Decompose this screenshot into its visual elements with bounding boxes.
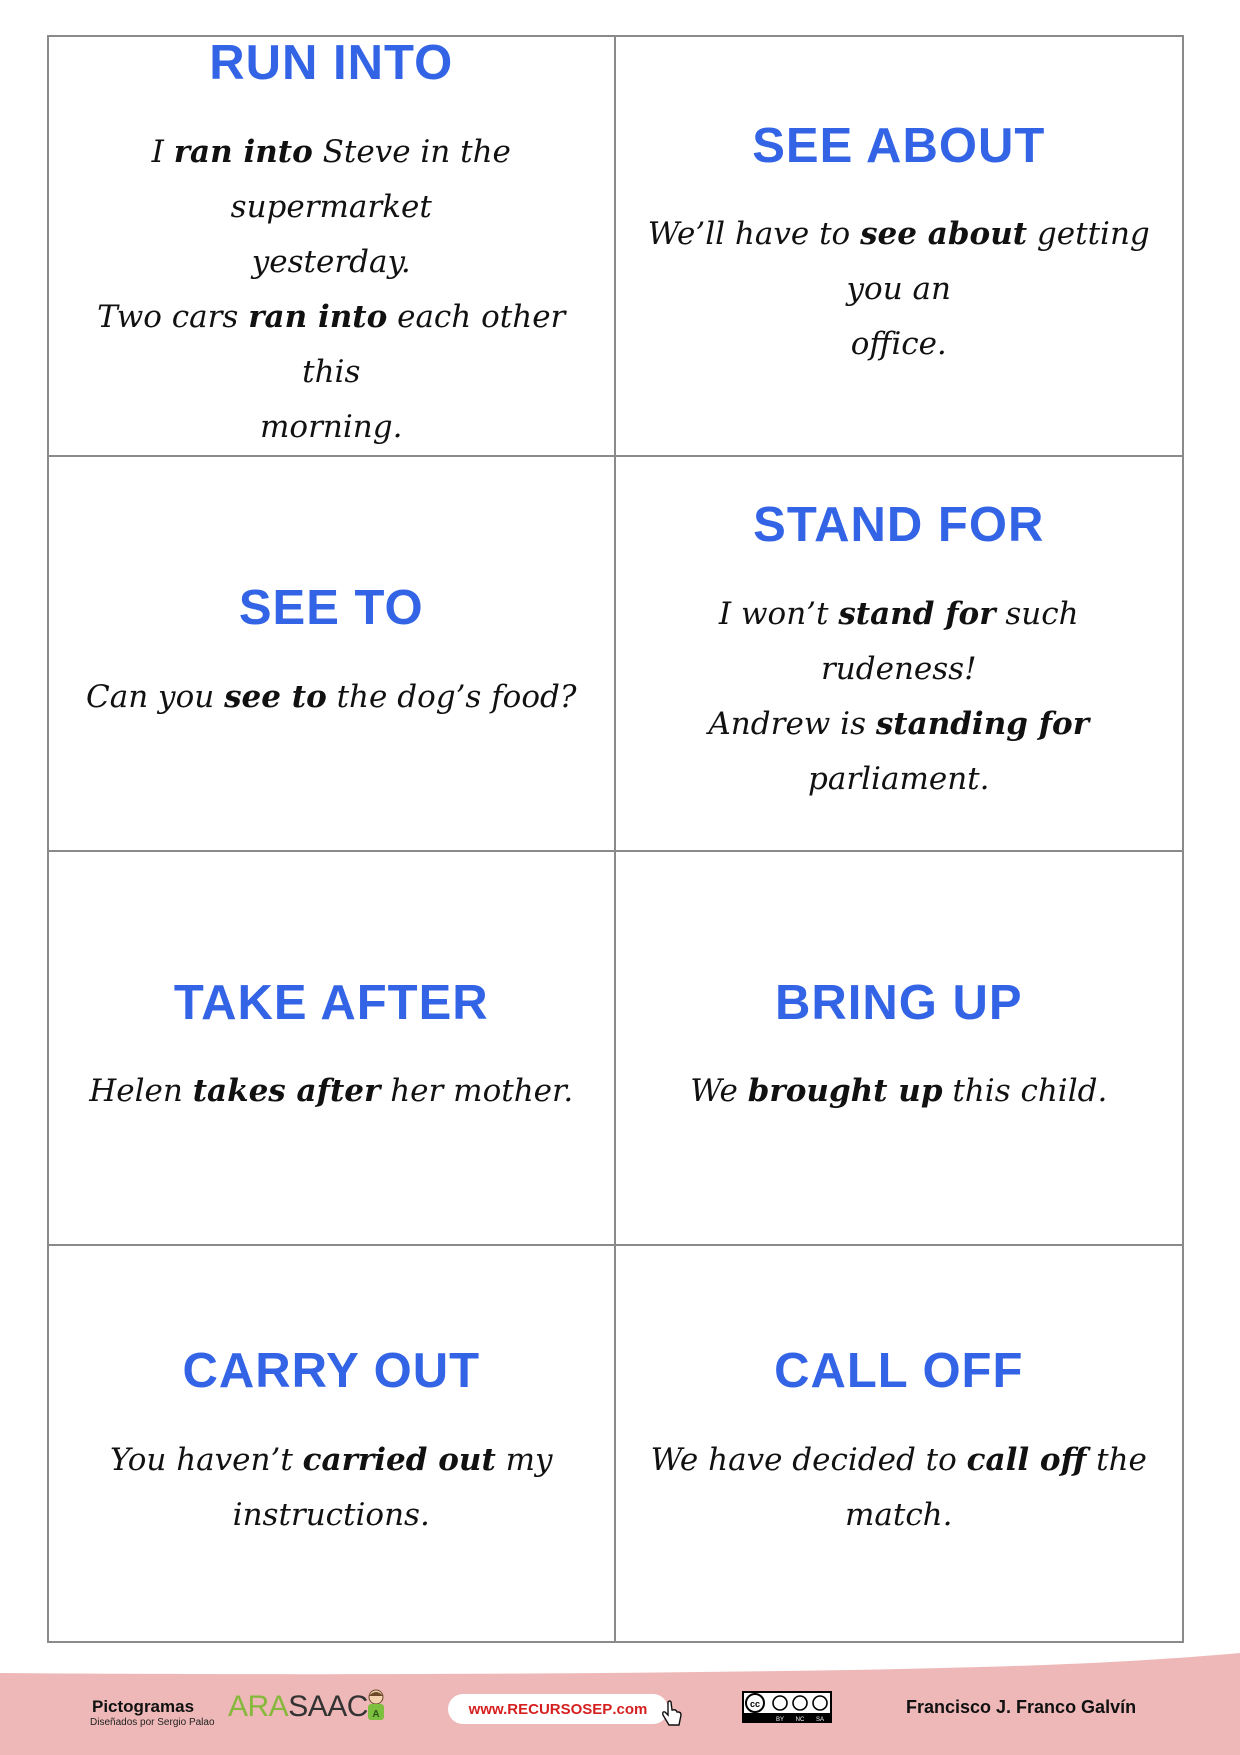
phrasal-verb-card [616,852,1183,1247]
example-text: Can you [86,678,225,715]
card-title: BRING UP [774,975,1023,1030]
phrasal-verb-card [616,457,1183,852]
phrasal-verb-highlight: see about [860,216,1028,253]
card-example [638,1433,1161,1543]
card-example [71,125,592,455]
example-text: parliament. [808,761,990,798]
example-text: the match. [844,1441,1147,1533]
example-text: Steve in the supermarket [230,133,511,225]
card-example [690,1064,1107,1119]
website-main: RECURSOSEP [507,1700,613,1718]
example-line [110,1433,553,1488]
phrasal-verb-highlight: carried out [302,1441,496,1478]
card-example [638,587,1161,807]
website-suffix: .com [612,1700,648,1718]
card-title: TAKE AFTER [173,975,489,1030]
example-line [638,587,1161,697]
card-title: SEE TO [238,580,424,635]
recursosep-link[interactable] [448,1694,668,1724]
example-text: this child. [942,1073,1108,1110]
pointer-hand-icon [660,1700,684,1733]
example-text: yesterday. [251,243,411,280]
author-name: Francisco J. Franco Galvín [906,1697,1137,1717]
card-example [86,670,576,725]
example-line [690,1064,1107,1119]
example-text: morning. [260,408,403,445]
card-example [89,1064,573,1119]
example-line [638,1433,1161,1543]
flashcard-grid [47,35,1184,1643]
example-text: my [495,1441,553,1478]
phrasal-verb-card [49,457,616,852]
example-text: the dog’s food? [326,678,577,715]
phrasal-verb-card [49,1246,616,1641]
example-line [71,125,592,235]
example-text: I [151,133,174,170]
example-text: Andrew is [708,706,876,743]
card-title: SEE ABOUT [752,118,1046,173]
example-text: getting you an [846,216,1150,308]
example-text: instructions. [232,1496,430,1533]
pictograms-title: Pictogramas [92,1697,195,1716]
phrasal-verb-highlight: call off [966,1441,1087,1478]
example-line [638,697,1161,807]
card-title: CALL OFF [774,1343,1024,1398]
arasaac-logo[interactable] [228,1690,368,1724]
example-text: each other this [302,298,566,390]
arasaac-mascot-icon [358,1688,394,1729]
example-text: You haven’t [109,1441,303,1478]
arasaac-logo-part2: SAAC [288,1690,368,1723]
example-line [71,235,592,290]
phrasal-verb-highlight: takes after [192,1073,381,1110]
card-example [638,207,1161,372]
example-line [638,207,1161,317]
example-line [89,1064,573,1119]
example-text: Two cars [97,298,249,335]
example-line [110,1488,553,1543]
phrasal-verb-card [49,852,616,1247]
card-title: CARRY OUT [182,1343,481,1398]
example-text: office. [850,326,947,363]
example-line [71,400,592,455]
svg-text:cc: cc [749,1699,761,1709]
license-label-sa: SA [815,1717,825,1723]
footer [0,1645,1240,1755]
example-text: Helen [89,1073,193,1110]
license-label-by: BY [775,1717,785,1723]
example-text: We [690,1073,748,1110]
phrasal-verb-highlight: standing for [875,706,1090,743]
example-line [86,670,576,725]
example-line [71,290,592,400]
example-text: We’ll have to [647,216,861,253]
phrasal-verb-card [49,37,616,457]
website-prefix: www. [468,1700,508,1718]
example-line [638,317,1161,372]
phrasal-verb-highlight: stand for [838,596,996,633]
svg-text:A: A [372,1709,380,1720]
example-text: I won’t [718,596,839,633]
license-label-nc: NC [795,1717,805,1723]
cc-by-nc-sa-badge[interactable] [742,1691,832,1728]
example-text: such rudeness! [820,596,1079,688]
example-text: her mother. [380,1073,574,1110]
phrasal-verb-highlight: ran into [173,133,313,170]
phrasal-verb-highlight: brought up [747,1073,943,1110]
arasaac-logo-part1: ARA [228,1690,289,1723]
pictograms-credit: Diseñados por Sergio Palao [90,1717,215,1728]
phrasal-verb-card [616,1246,1183,1641]
card-title: RUN INTO [209,36,454,90]
example-text: We have decided to [650,1441,967,1478]
phrasal-verb-card [616,37,1183,457]
phrasal-verb-highlight: ran into [248,298,388,335]
card-example [110,1433,553,1543]
phrasal-verb-highlight: see to [224,678,327,715]
card-title: STAND FOR [753,498,1045,553]
